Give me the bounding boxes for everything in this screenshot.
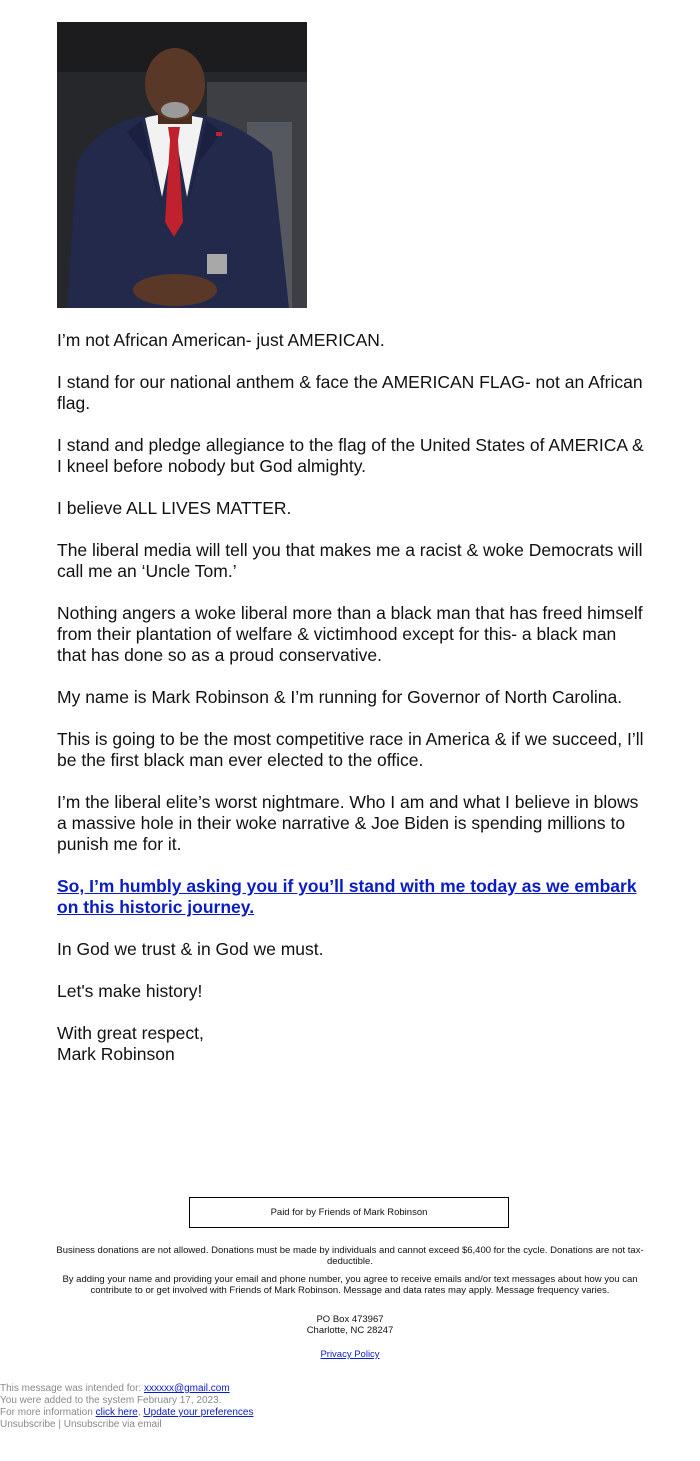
letter-paragraph: I’m not African American- just AMERICAN. xyxy=(57,330,385,350)
privacy-policy-link[interactable]: Privacy Policy xyxy=(320,1349,380,1360)
separator: , xyxy=(137,1407,144,1418)
donation-disclaimer: Business donations are not allowed. Donations must be made by individuals and cannot exceed $6,400 for the cycle. Donations are not tax-deductible. xyxy=(56,1245,644,1267)
unsubscribe-line[interactable]: Unsubscribe | Unsubscribe via email xyxy=(0,1419,162,1430)
consent-disclaimer: By adding your name and providing your email and phone number, you agree to receive emails and/or text messages about how you can contribute to or get involved with Friends of Mark Robinson. Message and data rates may apply. Message frequency varies. xyxy=(62,1274,638,1296)
letter-paragraph: I’m the liberal elite’s worst nightmare. Who I am and what I believe in blows a massive hole in their woke narrative & Joe Biden is spending millions to punish me for it. xyxy=(57,792,639,854)
intended-line xyxy=(0,1383,253,1395)
signature-name: Mark Robinson xyxy=(57,1044,175,1064)
mailing-address xyxy=(0,1314,700,1336)
letter-paragraph: I stand for our national anthem & face the AMERICAN FLAG- not an African flag. xyxy=(57,372,643,413)
cta-paragraph xyxy=(57,876,647,918)
letter-body xyxy=(57,330,647,1065)
privacy-row xyxy=(0,1349,700,1360)
more-info-line xyxy=(0,1407,253,1419)
letter-paragraph: My name is Mark Robinson & I’m running for Governor of North Carolina. xyxy=(57,687,623,707)
added-line: You were added to the system February 17, 2023. xyxy=(0,1395,222,1406)
address-line: PO Box 473967 xyxy=(316,1314,384,1325)
letter-paragraph: In God we trust & in God we must. xyxy=(57,939,324,959)
email-footer xyxy=(0,1383,253,1431)
letter-paragraph: Nothing angers a woke liberal more than a black man that has freed himself from their plantation of welfare & victimhood except for this- a black man that has done so as a proud conservative. xyxy=(57,603,643,665)
address-line: Charlotte, NC 28247 xyxy=(306,1325,394,1336)
letter-paragraph: The liberal media will tell you that makes me a racist & woke Democrats will call me an ‘Uncle Tom.’ xyxy=(57,540,643,581)
more-info-label: For more information xyxy=(0,1407,96,1418)
letter-paragraph: I believe ALL LIVES MATTER. xyxy=(57,498,292,518)
recipient-email-link[interactable]: xxxxxx@gmail.com xyxy=(143,1383,230,1394)
intended-label: This message was intended for: xyxy=(0,1383,144,1394)
paid-for-disclaimer: Paid for by Friends of Mark Robinson xyxy=(189,1197,509,1228)
candidate-photo xyxy=(57,22,307,308)
letter-paragraph: Let's make history! xyxy=(57,981,203,1001)
candidate-portrait-illustration xyxy=(57,22,307,308)
signature-block xyxy=(57,1023,647,1065)
click-here-link[interactable]: click here xyxy=(95,1407,138,1418)
signoff: With great respect, xyxy=(57,1023,204,1043)
donate-cta-link[interactable]: So, I’m humbly asking you if you’ll stand with me today as we embark on this historic journey. xyxy=(57,876,637,917)
update-preferences-link[interactable]: Update your preferences xyxy=(143,1407,254,1418)
letter-paragraph: This is going to be the most competitive race in America & if we succeed, I’ll be the first black man ever elected to the office. xyxy=(57,729,644,770)
letter-paragraph: I stand and pledge allegiance to the flag of the United States of AMERICA & I kneel before nobody but God almighty. xyxy=(57,435,644,476)
